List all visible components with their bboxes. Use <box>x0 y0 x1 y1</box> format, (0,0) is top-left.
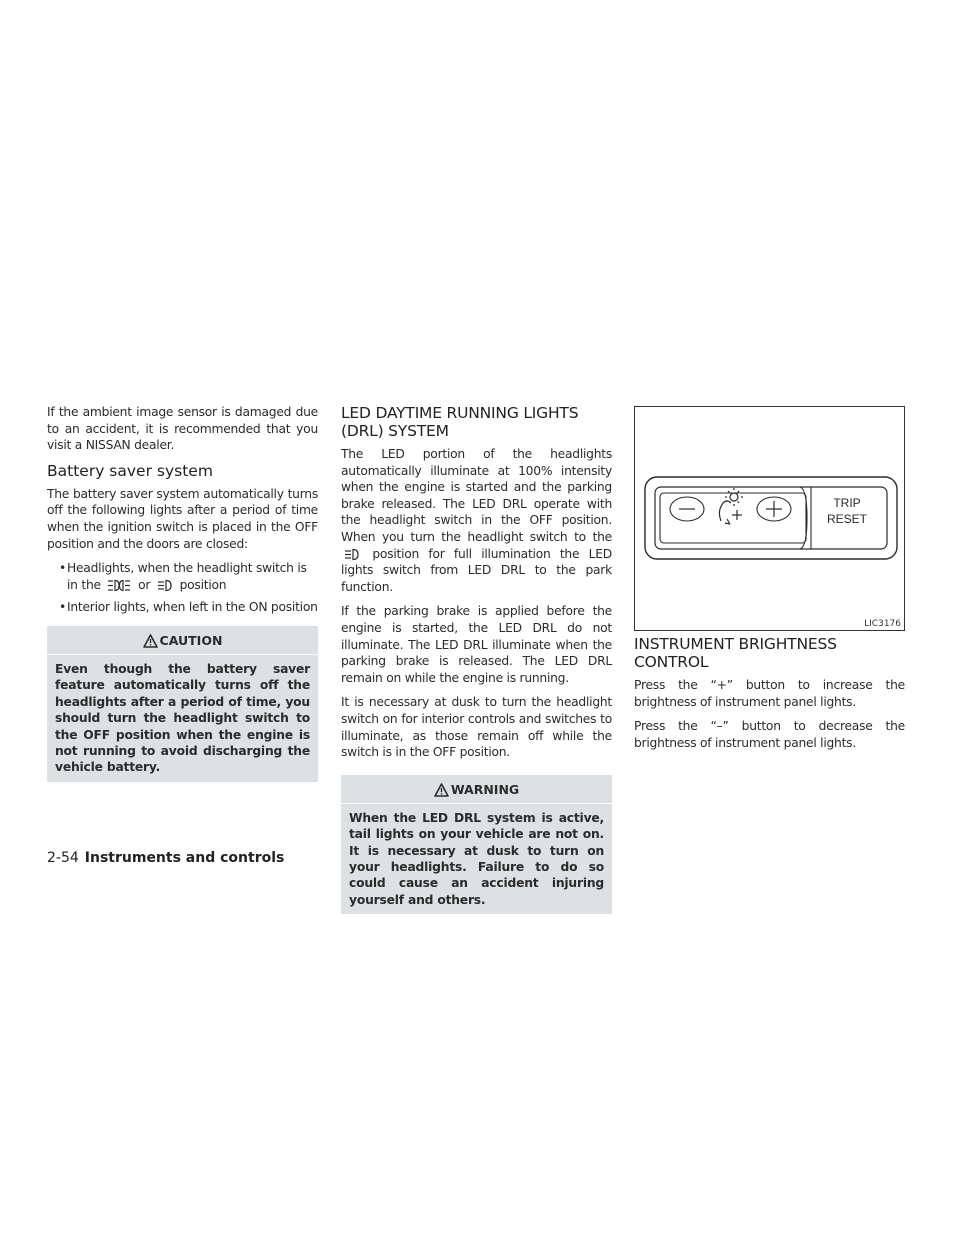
instrument-panel-illustration <box>635 407 904 630</box>
caution-text: Even though the battery saver feature automatically turns off the headlights after a period of time, you should turn the headlight switch to the OFF position when the engine is not running to avoid discharging the vehicle battery. <box>55 661 310 775</box>
brightness-paragraph-1: Press the “+” button to increase the brightness of instrument panel lights. <box>634 678 905 709</box>
drl-paragraph-3: It is necessary at dusk to turn the headlight switch on for interior controls and switches to illuminate, as those remain off while the switch is in the OFF position. <box>341 695 612 760</box>
drl-paragraph-2: If the parking brake is applied before the engine is started, the LED DRL do not illuminate. The LED DRL illuminate when the parking brake is released. The LED DRL remain on while the engine is running. <box>341 604 612 685</box>
bullet1-or: or <box>138 577 151 592</box>
bullet2-text: Interior lights, when left in the ON position <box>67 600 318 615</box>
trip-label: TRIP <box>833 496 861 510</box>
battery-saver-paragraph: The battery saver system automatically turns off the following lights after a period of time when the ignition switch is placed in the OFF position and the doors are closed: <box>47 486 318 551</box>
headlight-beam-icon <box>157 579 173 592</box>
column-3 <box>634 406 905 759</box>
list-item <box>47 599 318 616</box>
drl-paragraph-1 <box>341 446 612 595</box>
brightness-control-figure <box>634 406 905 631</box>
bullet-dot: • <box>59 600 67 615</box>
column-2 <box>341 404 612 914</box>
caution-header <box>47 626 318 655</box>
caution-box <box>47 626 318 782</box>
caution-triangle-icon <box>143 634 158 648</box>
battery-saver-list <box>47 560 318 616</box>
brightness-heading: INSTRUMENT BRIGHTNESS CONTROL <box>634 635 837 671</box>
drl-p1-text-b: position for full illumination the LED lights switch from LED DRL to the park function. <box>341 546 612 594</box>
reset-label: RESET <box>826 512 868 526</box>
bullet1-text-b: position <box>179 577 227 592</box>
column-1 <box>47 404 318 782</box>
warning-triangle-icon <box>434 783 449 797</box>
drl-heading: LED DAYTIME RUNNING LIGHTS (DRL) SYSTEM <box>341 404 579 440</box>
warning-box <box>341 775 612 914</box>
page-number: 2-54 <box>47 850 79 866</box>
brightness-paragraph-2: Press the “–” button to decrease the brightness of instrument panel lights. <box>634 719 905 750</box>
section-title: Instruments and controls <box>84 850 285 866</box>
caution-title: CAUTION <box>159 632 223 648</box>
figure-caption: LIC3176 <box>864 619 901 629</box>
drl-p1-text-a: The LED portion of the headlights automatically illuminate at 100% intensity when the engine is started and the parking brake released. The LED DRL operate with the headlight switch in the OFF position. When you turn the headlight switch to the <box>341 447 612 544</box>
battery-saver-heading: Battery saver system <box>47 461 213 480</box>
warning-text: When the LED DRL system is active, tail lights on your vehicle are not on. It is necessary at dusk to turn on your headlights. Failure to do so could cause an accident injuring yourself and others. <box>349 810 604 907</box>
page-footer <box>47 850 284 866</box>
bullet1-text-a: Headlights, when the headlight switch is in the <box>67 561 307 592</box>
intro-paragraph: If the ambient image sensor is damaged due to an accident, it is recommended that you visit a NISSAN dealer. <box>47 405 318 453</box>
warning-header <box>341 775 612 804</box>
bullet-dot: • <box>59 561 67 576</box>
warning-title: WARNING <box>450 781 520 797</box>
headlight-beam-icon <box>344 548 360 561</box>
list-item <box>47 560 318 593</box>
headlight-icon <box>107 579 131 592</box>
